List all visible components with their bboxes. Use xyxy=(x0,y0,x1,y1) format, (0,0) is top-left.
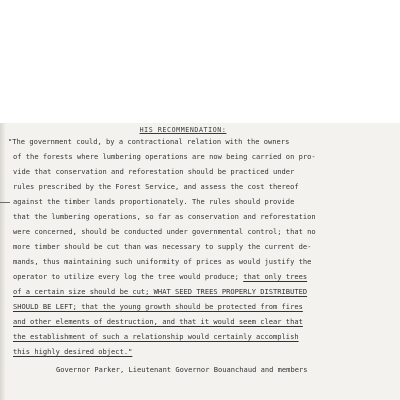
text-line-10-plain: operator to utilize every log the tree would produce; xyxy=(13,272,239,281)
text-line-10-underlined: that only trees xyxy=(243,272,308,281)
page-edge-shadow xyxy=(0,123,6,400)
margin-dash xyxy=(0,202,10,203)
text-line-6: that the lumbering operations, so far as conservation and reforestation xyxy=(13,212,316,221)
text-line-13: and other elements of destruction, and that it would seem clear that xyxy=(13,317,303,326)
text-line-7: were concerned, should be conducted under governmental control; that no xyxy=(13,227,316,236)
document-page xyxy=(0,123,400,400)
text-line-2: of the forests where lumbering operations are now being carried on pro- xyxy=(13,152,316,161)
text-line-8: more timber should be cut than was necessary to supply the current de- xyxy=(13,242,312,251)
text-line-3: vide that conservation and reforestation should be practiced under xyxy=(13,167,295,176)
text-line-12: SHOULD BE LEFT; that the young growth should be protected from fires xyxy=(13,302,303,311)
text-line-4: rules prescribed by the Forest Service, and assess the cost thereof xyxy=(13,182,299,191)
text-line-5: against the timber lands proportionately. The rules should provide xyxy=(13,197,295,206)
text-line-14: the establishment of such a relationship would certainly accomplish xyxy=(13,332,299,341)
section-heading: HIS RECOMMENDATION: xyxy=(139,126,227,134)
text-line-1: "The government could, by a contractional relation with the owners xyxy=(8,137,290,146)
text-line-16: Governor Parker, Lieutenant Governor Bouanchaud and members xyxy=(56,365,308,374)
text-line-11: of a certain size should be cut; WHAT SEED TREES PROPERLY DISTRIBUTED xyxy=(13,287,308,296)
text-line-10 xyxy=(13,271,307,283)
blank-top-margin xyxy=(0,0,400,123)
text-line-15: this highly desired object." xyxy=(13,347,133,356)
text-line-9: mands, thus maintaining such uniformity of prices as would justify the xyxy=(13,257,312,266)
